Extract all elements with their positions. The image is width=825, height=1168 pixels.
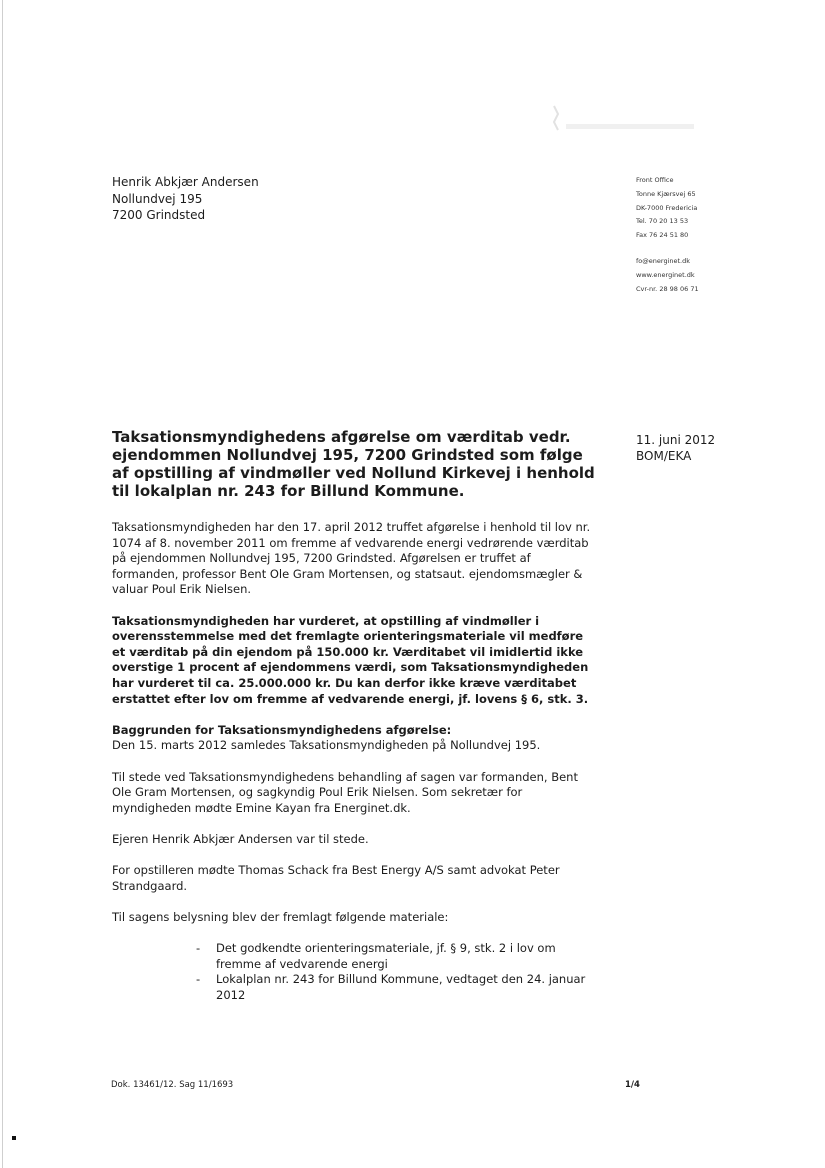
recipient-name: Henrik Abkjær Andersen [112,175,259,189]
paragraph-inspection-date: Den 15. marts 2012 samledes Taksationsmyndigheden på Nollundvej 195. [112,738,541,753]
letter-date: 11. juni 2012 [636,433,716,447]
recipient-address [112,174,259,224]
scan-mark [12,1136,16,1140]
recipient-street: Nollundvej 195 [112,191,203,206]
page-number: 1/4 [625,1080,640,1090]
energinet-logo-icon [548,100,698,140]
sender-fax: Fax 76 24 51 80 [636,231,689,240]
sender-web: www.energinet.dk [636,270,695,279]
material-list [112,941,598,1003]
sender-address [636,174,699,296]
page-edge [2,0,3,1168]
paragraph-material-intro: Til sagens belysning blev der fremlagt følgende materiale: [112,909,449,924]
sender-tel: Tel. 70 20 13 53 [636,217,689,226]
document-reference: Dok. 13461/12. Sag 11/1693 [111,1080,234,1090]
sender-email: fo@energinet.dk [636,256,690,265]
paragraph-attendees: Til stede ved Taksationsmyndighedens behandling af sagen var formanden, Bent Ole Gram Mortensen, og sagkyndig Poul Erik Nielsen. Som sekretær for myndigheden mødte Emine Kayan fra Energinet.dk. [112,769,578,815]
sender-office: Front Office [636,176,674,184]
list-item: - Lokalplan nr. 243 for Billund Kommune, vedtaget den 24. januar 2012 [196,972,586,1002]
list-item: - Det godkendte orienteringsmateriale, jf. § 9, stk. 2 i lov om fremme af vedvarende energi [196,941,556,971]
paragraph-decision-intro: Taksationsmyndigheden har den 17. april 2012 truffet afgørelse i henhold til lov nr. 1074 af 8. november 2011 om fremme af vedvarende energi vedrørende værditab på ejendommen Nollundvej 195, 7200 Grindsted. Afgørelsen er truffet af formanden, professor Bent Ole Gram Mortensen, og statsaut. ejendomsmægler & valuar Poul Erik Nielsen. [112,520,591,597]
section-heading-background: Baggrunden for Taksationsmyndighedens afgørelse: [112,722,452,737]
date-reference [636,432,715,464]
recipient-city: 7200 Grindsted [112,208,206,222]
letter-subject: Taksationsmyndighedens afgørelse om værditab vedr. ejendommen Nollundvej 195, 7200 Grindsted som følge af opstilling af vindmøller ved Nollund Kirkevej i henhold til lokalplan nr. 243 for Billund Kommune. [112,428,595,500]
sender-street: Tonne Kjærsvej 65 [636,189,696,198]
letter-body [112,520,598,1003]
paragraph-owner: Ejeren Henrik Abkjær Andersen var til stede. [112,831,369,846]
sender-city: DK-7000 Fredericia [636,203,698,212]
paragraph-decision-summary: Taksationsmyndigheden har vurderet, at opstilling af vindmøller i overensstemmelse med det fremlagte orienteringsmateriale vil medføre et værditab på din ejendom på 150.000 kr. Værditabet vil imidlertid ikke overstige 1 procent af ejendommens værdi, som Taksationsmyndigheden har vurderet til ca. 25.000.000 kr. Du kan derfor ikke kræve værditabet erstattet efter lov om fremme af vedvarende energi, jf. lovens § 6, stk. 3. [112,613,589,706]
paragraph-developer: For opstilleren mødte Thomas Schack fra Best Energy A/S samt advokat Peter Strandgaard. [112,863,560,893]
letter-reference: BOM/EKA [636,449,692,463]
sender-cvr: Cvr-nr. 28 98 06 71 [636,284,699,293]
